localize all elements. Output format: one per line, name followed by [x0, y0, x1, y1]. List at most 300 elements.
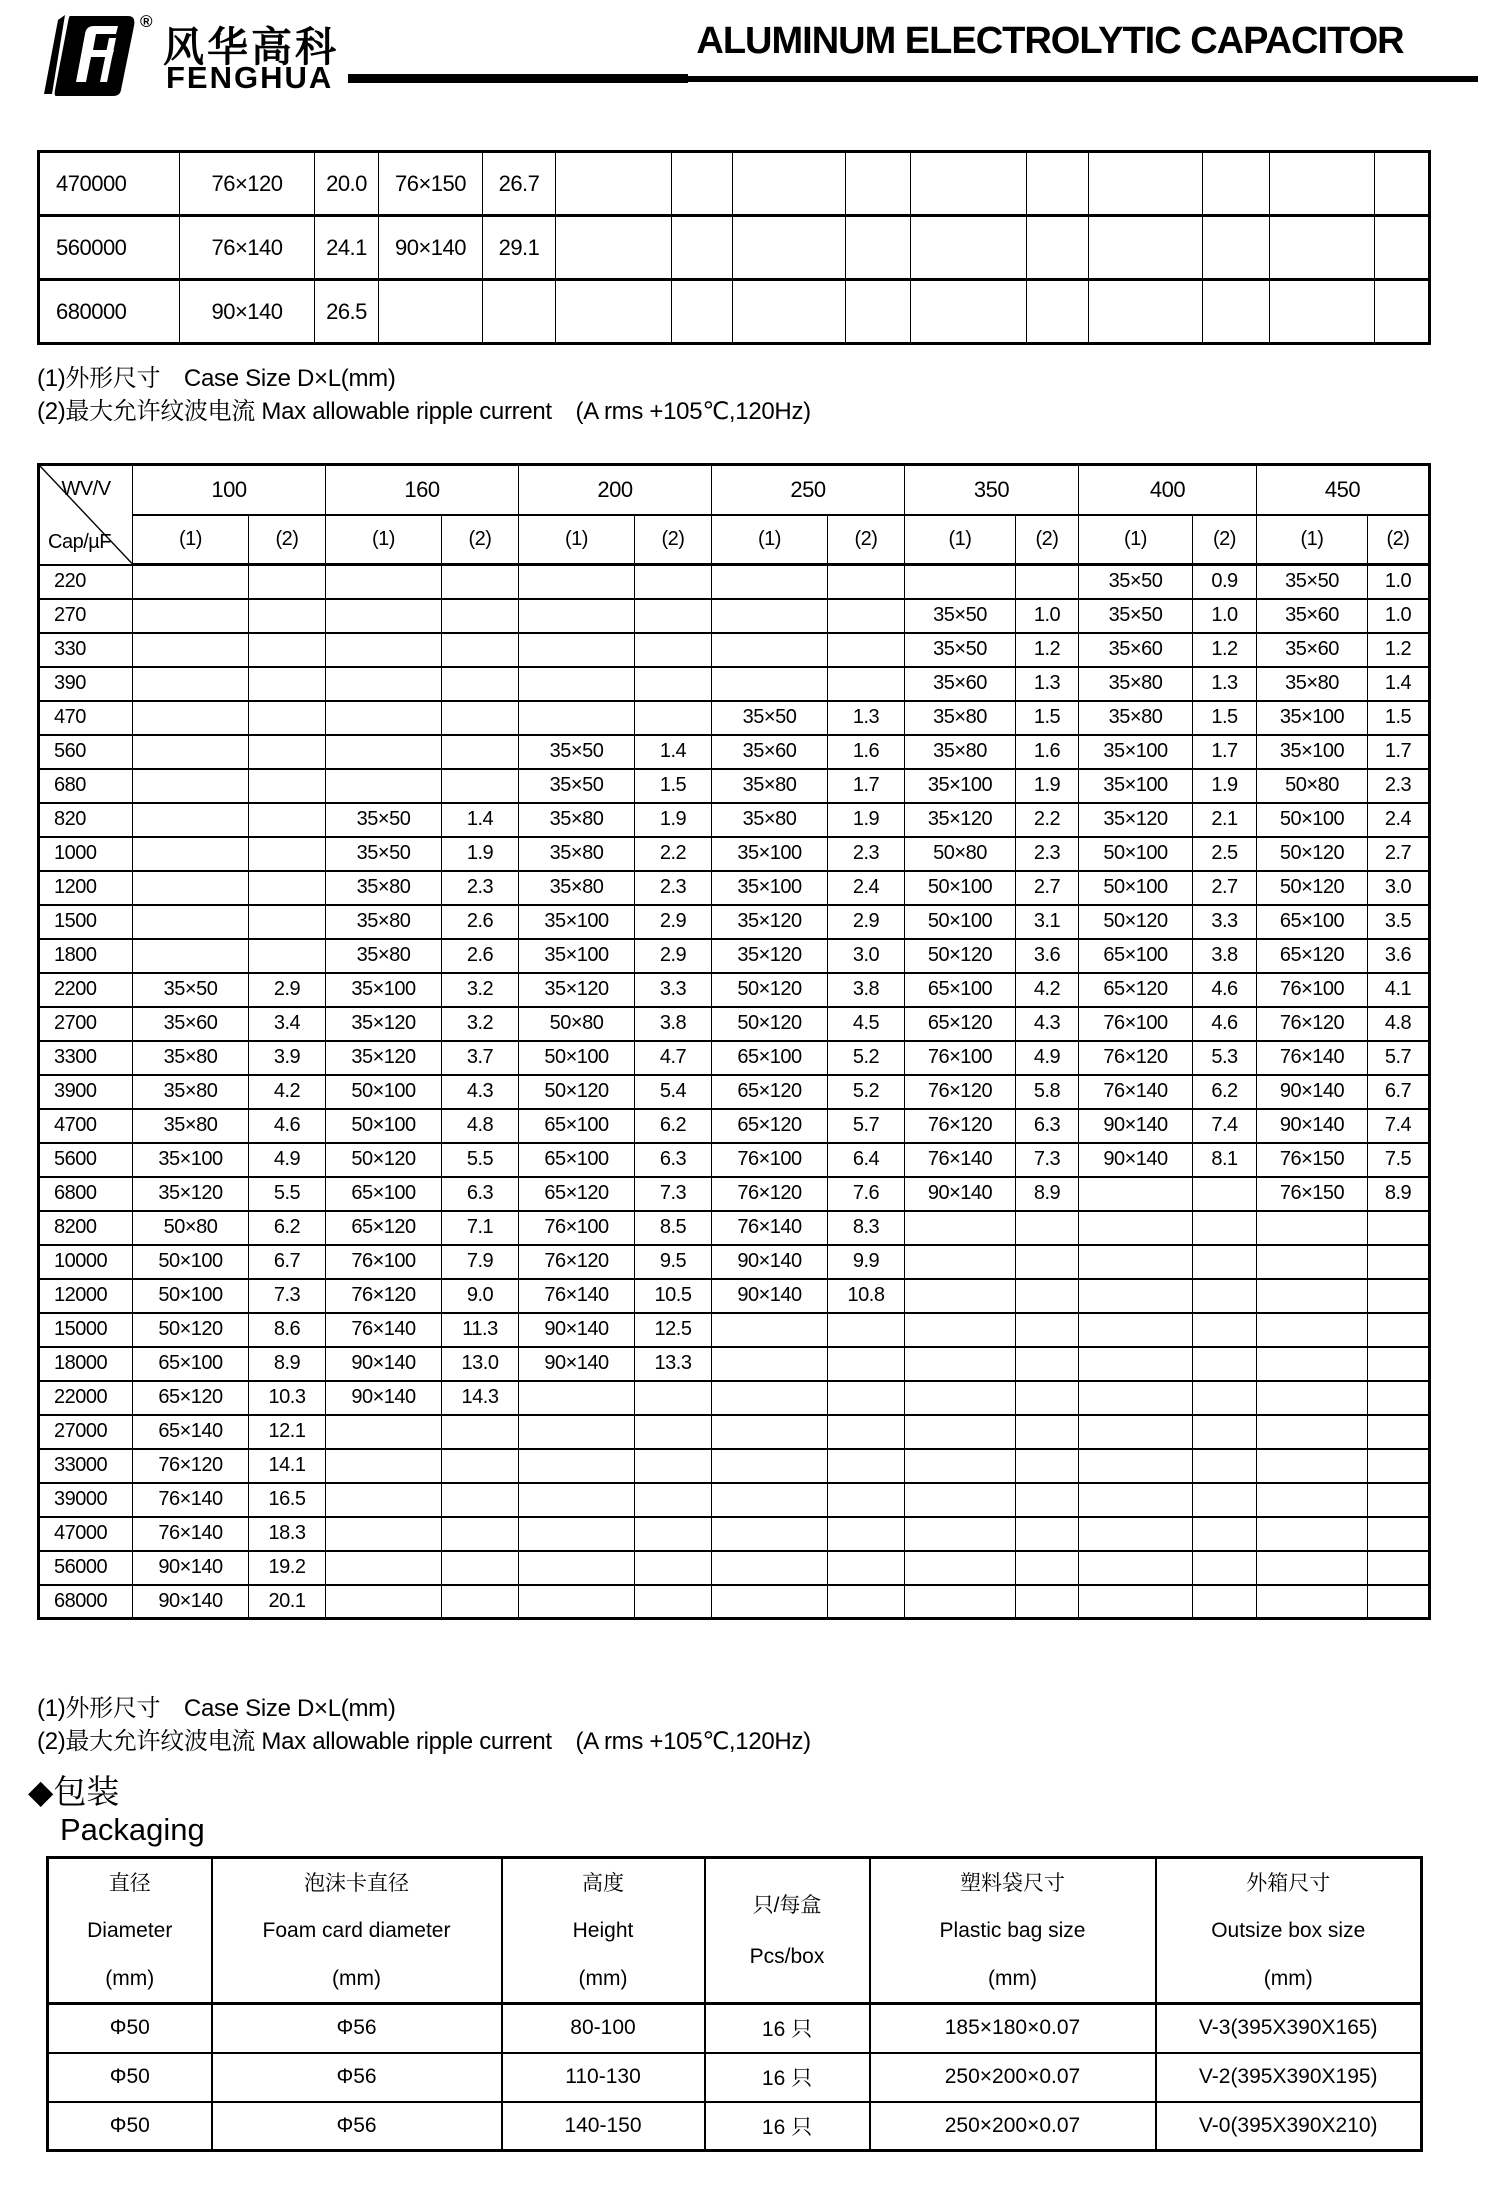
table-cell [519, 599, 635, 633]
table-cell [442, 1449, 519, 1483]
table-cell [133, 803, 249, 837]
table-cell: 4.2 [249, 1075, 326, 1109]
table-cell [249, 565, 326, 599]
table-cell: 50×100 [905, 905, 1016, 939]
table-cell: 65×120 [519, 1177, 635, 1211]
table-cell: 7.3 [1016, 1143, 1079, 1177]
voltage-axis-label: WV/V [61, 478, 111, 500]
table-cell: 76×120 [180, 152, 315, 216]
table-cell: 90×140 [1257, 1075, 1368, 1109]
table-cell: 8.9 [1016, 1177, 1079, 1211]
table-cell: 14.1 [249, 1449, 326, 1483]
table-cell: 1.2 [1368, 633, 1430, 667]
table-cell [1016, 565, 1079, 599]
table-cell [326, 565, 442, 599]
table-cell: 22000 [39, 1381, 133, 1415]
table-cell: 7.4 [1193, 1109, 1257, 1143]
table-cell [1193, 1381, 1257, 1415]
table-row [39, 769, 1430, 803]
voltage-header-100: 100 [133, 465, 326, 515]
table-cell: 4.8 [442, 1109, 519, 1143]
table-cell: 35×60 [1257, 599, 1368, 633]
table-cell [1257, 1211, 1368, 1245]
table-cell [905, 1211, 1016, 1245]
table-cell [828, 565, 905, 599]
table-cell: 90×140 [326, 1347, 442, 1381]
table-cell: 6.7 [249, 1245, 326, 1279]
table-row [48, 2004, 1422, 2053]
table-cell: 7.9 [442, 1245, 519, 1279]
table-cell [733, 280, 846, 344]
table-cell: 12.1 [249, 1415, 326, 1449]
note-case-size: (1)外形尺寸 Case Size D×L(mm) [37, 1695, 396, 1722]
table-cell [1079, 1483, 1193, 1517]
table-cell: 1000 [39, 837, 133, 871]
brand-name-chinese: 风华高科 [163, 24, 339, 70]
table-cell: 26.7 [483, 152, 556, 216]
table-cell [1203, 280, 1270, 344]
table-cell: 76×150 [379, 152, 483, 216]
table-cell: 680 [39, 769, 133, 803]
table-cell [1016, 1381, 1079, 1415]
table-cell [905, 1585, 1016, 1619]
table-cell [635, 1483, 712, 1517]
table-cell [1375, 216, 1430, 280]
header-bag-en: Plastic bag size [939, 1919, 1086, 1942]
table-cell [133, 905, 249, 939]
table-row [39, 280, 1430, 344]
table-cell: 2.9 [635, 905, 712, 939]
header-plastic-bag-size [870, 1858, 1156, 2004]
table-cell: 6.3 [442, 1177, 519, 1211]
table-cell: 330 [39, 633, 133, 667]
table-cell [635, 701, 712, 735]
table-cell: 7.1 [442, 1211, 519, 1245]
table-cell: 35×50 [712, 701, 828, 735]
header-height-cn: 高度 [582, 1871, 624, 1895]
table-cell: 50×100 [1079, 871, 1193, 905]
table-cell: 35×50 [519, 735, 635, 769]
table-cell: 35×80 [519, 837, 635, 871]
table-cell: 26.5 [315, 280, 379, 344]
table-cell: 3.7 [442, 1041, 519, 1075]
table-cell [442, 1551, 519, 1585]
table-cell [712, 1483, 828, 1517]
table-cell [828, 1449, 905, 1483]
table-cell: 7.5 [1368, 1143, 1430, 1177]
table-cell [828, 1483, 905, 1517]
table-cell [635, 633, 712, 667]
table-cell [846, 280, 911, 344]
table-cell: 1.5 [1193, 701, 1257, 735]
table-cell [1203, 152, 1270, 216]
table-cell: 35×50 [905, 633, 1016, 667]
table-cell [672, 216, 733, 280]
table-cell: 8.3 [828, 1211, 905, 1245]
table-cell: 4.6 [1193, 973, 1257, 1007]
table-cell: 35×120 [133, 1177, 249, 1211]
capacitance-axis-label: Cap/µF [48, 530, 111, 553]
table-cell: 76×120 [1257, 1007, 1368, 1041]
table-cell: 76×120 [905, 1109, 1016, 1143]
table-cell: 76×120 [519, 1245, 635, 1279]
table-row [39, 1381, 1430, 1415]
table-cell: 140-150 [502, 2102, 705, 2151]
table-cell: 3.0 [1368, 871, 1430, 905]
table-cell: Φ50 [48, 2102, 212, 2151]
table-cell [1257, 1313, 1368, 1347]
table-cell: 1.0 [1368, 599, 1430, 633]
table-cell: 50×120 [326, 1143, 442, 1177]
table-cell [1089, 280, 1203, 344]
table-cell [1368, 1551, 1430, 1585]
table-cell [1257, 1381, 1368, 1415]
note-ripple-current: (2)最大允许纹波电流 Max allowable ripple current (A rms +105℃,120Hz) [37, 1728, 811, 1755]
table-cell: 27000 [39, 1415, 133, 1449]
table-cell [1270, 152, 1375, 216]
table-cell [635, 1585, 712, 1619]
table-cell: 90×140 [712, 1245, 828, 1279]
table-cell: 76×120 [905, 1075, 1016, 1109]
table-cell [905, 1313, 1016, 1347]
table-cell [1016, 1415, 1079, 1449]
table-cell: 7.3 [635, 1177, 712, 1211]
table-cell: 35×60 [133, 1007, 249, 1041]
table-cell [1368, 1211, 1430, 1245]
table-cell: 1.6 [1016, 735, 1079, 769]
table-cell [556, 152, 672, 216]
table-cell: 76×140 [712, 1211, 828, 1245]
table-cell: 6.2 [635, 1109, 712, 1143]
table-cell: 3.6 [1016, 939, 1079, 973]
table-cell [1079, 1279, 1193, 1313]
table-row [39, 1551, 1430, 1585]
table-cell [712, 633, 828, 667]
table-cell [828, 1381, 905, 1415]
table-cell: Φ56 [212, 2004, 502, 2053]
table-cell: 35×80 [519, 803, 635, 837]
subheader-ripple: (2) [828, 515, 905, 565]
table-cell: 76×140 [519, 1279, 635, 1313]
table-cell: 1.2 [1193, 633, 1257, 667]
table-cell: 35×60 [1257, 633, 1368, 667]
table-cell: 47000 [39, 1517, 133, 1551]
table-cell [905, 565, 1016, 599]
table-cell [133, 735, 249, 769]
table-cell: 65×120 [712, 1109, 828, 1143]
table-cell: 2.2 [1016, 803, 1079, 837]
table-cell: 90×140 [905, 1177, 1016, 1211]
table-cell: 250×200×0.07 [870, 2102, 1156, 2151]
table-cell [519, 565, 635, 599]
subheader-ripple: (2) [249, 515, 326, 565]
header-height [502, 1858, 705, 2004]
table-cell: 35×50 [326, 803, 442, 837]
table-cell [1203, 216, 1270, 280]
table-cell: 76×140 [180, 216, 315, 280]
table-cell: 50×100 [1257, 803, 1368, 837]
table-cell: 90×140 [1257, 1109, 1368, 1143]
table-cell [1016, 1211, 1079, 1245]
table-cell [442, 565, 519, 599]
table-cell [249, 667, 326, 701]
table-cell: 5.3 [1193, 1041, 1257, 1075]
header-bag-cn: 塑料袋尺寸 [960, 1871, 1065, 1895]
header-diameter [48, 1858, 212, 2004]
table-cell: 35×50 [1257, 565, 1368, 599]
table-cell: 50×100 [519, 1041, 635, 1075]
table-cell: Φ56 [212, 2102, 502, 2151]
table-cell [1079, 1177, 1193, 1211]
table-cell [1079, 1211, 1193, 1245]
subheader-case-size: (1) [1257, 515, 1368, 565]
table-cell: 2200 [39, 973, 133, 1007]
table-cell [133, 939, 249, 973]
table-cell [1027, 216, 1089, 280]
table-cell: 50×100 [326, 1109, 442, 1143]
table-cell [1257, 1483, 1368, 1517]
table-cell: Φ56 [212, 2053, 502, 2102]
table-cell: 10.5 [635, 1279, 712, 1313]
table-cell [249, 701, 326, 735]
header-foam-card-diameter [212, 1858, 502, 2004]
table-cell: 10.3 [249, 1381, 326, 1415]
table-cell: 35×80 [905, 735, 1016, 769]
table-cell: 3.6 [1368, 939, 1430, 973]
table-cell: 35×100 [1079, 769, 1193, 803]
table-cell [1027, 152, 1089, 216]
table-cell [635, 1415, 712, 1449]
table-cell: 35×100 [519, 905, 635, 939]
table-cell [1257, 1347, 1368, 1381]
table-cell [442, 701, 519, 735]
subheader-case-size: (1) [1079, 515, 1193, 565]
table-cell: 76×140 [133, 1483, 249, 1517]
subheader-ripple: (2) [635, 515, 712, 565]
table-cell: 6.3 [1016, 1109, 1079, 1143]
table-cell: 8.1 [1193, 1143, 1257, 1177]
table-cell: 220 [39, 565, 133, 599]
table-cell [1368, 1517, 1430, 1551]
table-cell [1079, 1245, 1193, 1279]
table-cell [1079, 1415, 1193, 1449]
table-cell: 76×100 [1079, 1007, 1193, 1041]
table-row [39, 1415, 1430, 1449]
table-cell: 8.9 [1368, 1177, 1430, 1211]
table-cell [519, 1415, 635, 1449]
table-cell [1193, 1483, 1257, 1517]
table-cell: 65×120 [905, 1007, 1016, 1041]
table-cell: 1.4 [1368, 667, 1430, 701]
table-cell [326, 701, 442, 735]
table-cell [1016, 1483, 1079, 1517]
header-pcs-cn: 只/每盒 [752, 1893, 822, 1917]
table-cell: 90×140 [1079, 1143, 1193, 1177]
table-cell: 35×100 [1079, 735, 1193, 769]
table-cell: 35×50 [326, 837, 442, 871]
table-cell: 35×100 [905, 769, 1016, 803]
table-cell: 2.3 [635, 871, 712, 905]
table-cell: 50×80 [905, 837, 1016, 871]
table-cell: 35×120 [326, 1007, 442, 1041]
header-foam-en: Foam card diameter [262, 1919, 451, 1942]
table-row [39, 1177, 1430, 1211]
table-cell: 35×100 [326, 973, 442, 1007]
table-cell: 35×50 [1079, 599, 1193, 633]
table-cell [846, 216, 911, 280]
table-cell: 35×80 [326, 905, 442, 939]
table-cell: 50×100 [133, 1279, 249, 1313]
table-cell: 470 [39, 701, 133, 735]
table-cell: 8.9 [249, 1347, 326, 1381]
table-cell [1016, 1347, 1079, 1381]
table-cell: 11.3 [442, 1313, 519, 1347]
table-cell: 1.3 [828, 701, 905, 735]
table-cell [828, 1517, 905, 1551]
table-cell: 3300 [39, 1041, 133, 1075]
table-cell: 2.4 [1368, 803, 1430, 837]
table-cell: 7.6 [828, 1177, 905, 1211]
table-cell [519, 701, 635, 735]
table-cell [133, 837, 249, 871]
table-cell: 50×80 [1257, 769, 1368, 803]
table-cell: 90×140 [326, 1381, 442, 1415]
table-cell: 4.5 [828, 1007, 905, 1041]
table-cell [1368, 1415, 1430, 1449]
table-cell: 2.6 [442, 939, 519, 973]
table-cell: 50×120 [712, 973, 828, 1007]
table-cell: 0.9 [1193, 565, 1257, 599]
table-cell: 65×100 [1257, 905, 1368, 939]
table-cell: 9.0 [442, 1279, 519, 1313]
table-cell [1257, 1585, 1368, 1619]
table-row [39, 565, 1430, 599]
table-cell [905, 1483, 1016, 1517]
table-cell [326, 1585, 442, 1619]
table-cell: 68000 [39, 1585, 133, 1619]
table-cell: 76×140 [326, 1313, 442, 1347]
table-cell: 2.5 [1193, 837, 1257, 871]
header-bag-unit: (mm) [988, 1966, 1037, 1990]
table-cell: 1.5 [635, 769, 712, 803]
table-cell [326, 1517, 442, 1551]
header-diameter-unit: (mm) [105, 1966, 155, 1990]
table-cell: 33000 [39, 1449, 133, 1483]
table-cell: 16 只 [705, 2004, 870, 2053]
table-cell: 35×80 [1257, 667, 1368, 701]
table-cell: 1.9 [1193, 769, 1257, 803]
table-cell [1257, 1415, 1368, 1449]
table-cell [519, 1449, 635, 1483]
table-cell [249, 633, 326, 667]
table-cell: 50×100 [1079, 837, 1193, 871]
table-cell [1368, 1483, 1430, 1517]
table-cell: 35×60 [712, 735, 828, 769]
header-box-cn: 外箱尺寸 [1246, 1871, 1331, 1895]
table-cell [442, 1517, 519, 1551]
table-cell: 76×150 [1257, 1143, 1368, 1177]
table-cell: 80-100 [502, 2004, 705, 2053]
table-cell: 6.3 [635, 1143, 712, 1177]
table-cell: 7.3 [249, 1279, 326, 1313]
table-cell: 5.8 [1016, 1075, 1079, 1109]
table-cell: 4.3 [442, 1075, 519, 1109]
voltage-header-400: 400 [1079, 465, 1257, 515]
table-cell [1375, 152, 1430, 216]
table-cell [828, 667, 905, 701]
page-title: ALUMINUM ELECTROLYTIC CAPACITOR [696, 20, 1404, 62]
table-cell: 35×120 [1079, 803, 1193, 837]
table-cell: 35×100 [712, 871, 828, 905]
table-row [39, 216, 1430, 280]
table-cell: 18000 [39, 1347, 133, 1381]
table-cell: 35×120 [519, 973, 635, 1007]
table-cell: 3.4 [249, 1007, 326, 1041]
table-cell: 65×120 [133, 1381, 249, 1415]
table-cell: 56000 [39, 1551, 133, 1585]
table-cell: 4.8 [1368, 1007, 1430, 1041]
table-cell [326, 667, 442, 701]
table-cell [635, 1517, 712, 1551]
table-cell [442, 769, 519, 803]
table-cell [846, 152, 911, 216]
table-cell [133, 599, 249, 633]
table-cell: 35×80 [1079, 701, 1193, 735]
table-cell: 76×100 [712, 1143, 828, 1177]
table-cell [1089, 216, 1203, 280]
table-cell [133, 701, 249, 735]
table-cell [519, 1551, 635, 1585]
table-cell: 3.3 [1193, 905, 1257, 939]
table-row [39, 667, 1430, 701]
table-cell [1375, 280, 1430, 344]
table-cell: 35×80 [326, 939, 442, 973]
table-cell [556, 280, 672, 344]
note-case-size: (1)外形尺寸 Case Size D×L(mm) [37, 365, 396, 392]
table-cell [249, 735, 326, 769]
table-cell [1079, 1347, 1193, 1381]
table-cell [133, 633, 249, 667]
table-cell: 65×100 [1079, 939, 1193, 973]
table-cell: 65×100 [712, 1041, 828, 1075]
table-cell [911, 280, 1027, 344]
table-cell: 1.2 [1016, 633, 1079, 667]
table-cell [1193, 1177, 1257, 1211]
table-cell: 1.5 [1016, 701, 1079, 735]
table-cell: 5.7 [1368, 1041, 1430, 1075]
brand-name-english: FENGHUA [166, 60, 334, 95]
table-cell [672, 280, 733, 344]
table-cell [519, 1517, 635, 1551]
table-cell: 4.6 [1193, 1007, 1257, 1041]
table-cell: 76×100 [519, 1211, 635, 1245]
table-cell: Φ50 [48, 2004, 212, 2053]
table-cell [1257, 1551, 1368, 1585]
subheader-case-size: (1) [133, 515, 249, 565]
table-cell [1079, 1381, 1193, 1415]
table-cell: 35×80 [133, 1075, 249, 1109]
table-cell: 1.4 [635, 735, 712, 769]
table-row [39, 1007, 1430, 1041]
table-cell [905, 1279, 1016, 1313]
table-cell: V-3(395X390X165) [1156, 2004, 1422, 2053]
table-cell [326, 769, 442, 803]
table-cell: 35×120 [326, 1041, 442, 1075]
table-cell [712, 1381, 828, 1415]
table-cell: 65×140 [133, 1415, 249, 1449]
table-cell: 1.0 [1016, 599, 1079, 633]
table-cell [712, 1313, 828, 1347]
